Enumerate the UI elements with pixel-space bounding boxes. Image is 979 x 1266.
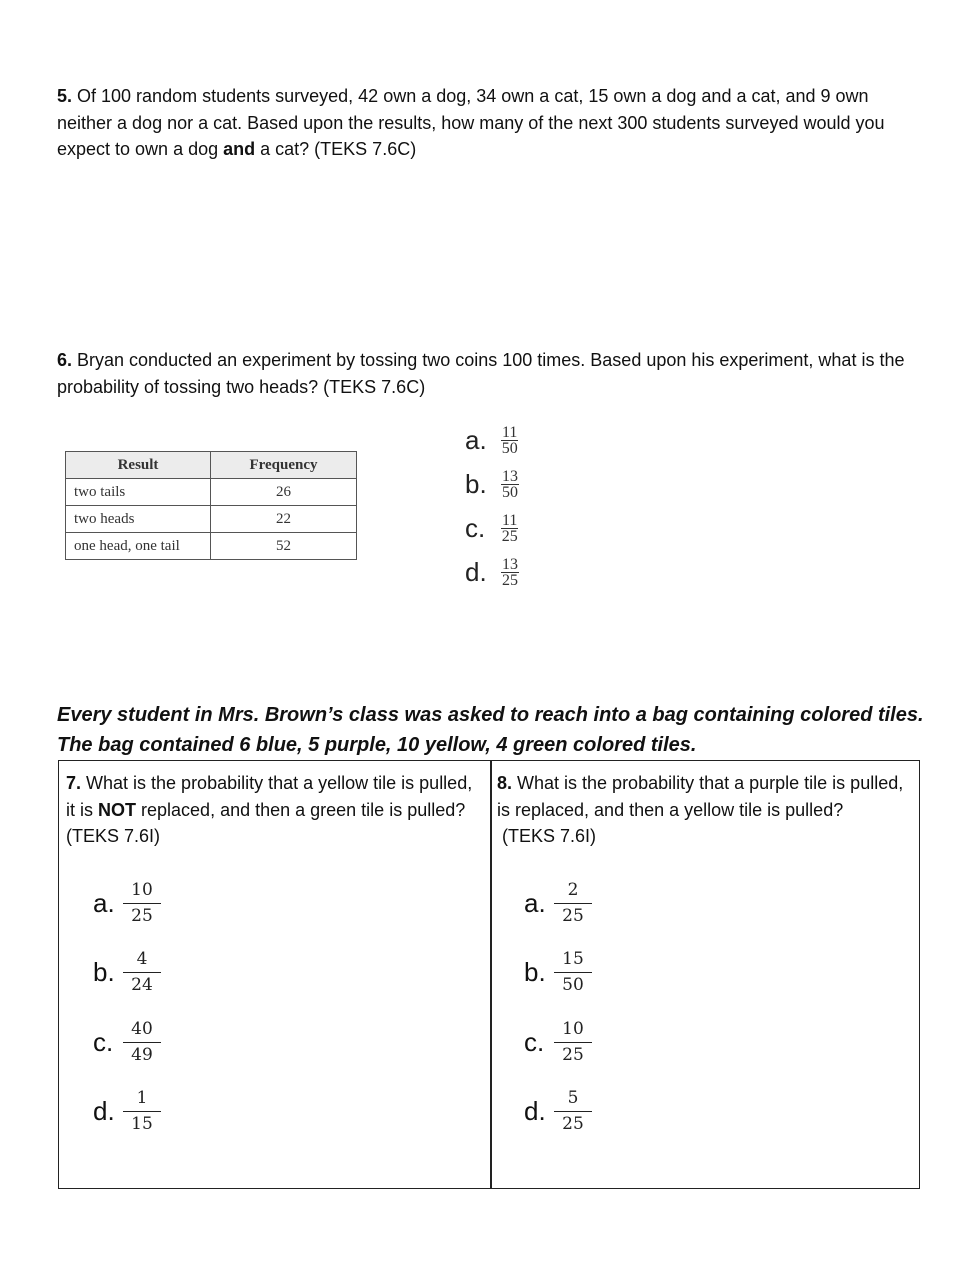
fraction	[123, 1017, 161, 1068]
question-number: 6.	[57, 350, 73, 370]
question-text: What is the probability that a yellow tile is pulled, it is	[66, 773, 473, 820]
intro-line-1: Every student in Mrs. Brown’s class was asked to reach into a bag containing colored tiles.	[57, 704, 924, 726]
question-6	[57, 347, 937, 400]
table-cell: two tails	[66, 479, 211, 506]
question-number: 8.	[497, 773, 513, 793]
numerator: 11	[502, 512, 518, 529]
numerator: 11	[502, 424, 518, 441]
question-text-end: replaced, and then a green tile is pulled? (TEKS 7.6I)	[66, 799, 466, 846]
q7-choice-a[interactable]	[93, 878, 161, 929]
denominator: 25	[562, 1045, 584, 1065]
fraction	[501, 469, 519, 500]
questions-7-8-box	[58, 760, 920, 1189]
table-row	[66, 506, 357, 533]
q7-choice-b[interactable]	[93, 947, 161, 998]
numerator: 1	[123, 1086, 161, 1112]
choice-letter: d.	[465, 557, 487, 587]
denominator: 24	[131, 975, 153, 995]
table-cell: one head, one tail	[66, 533, 211, 560]
denominator: 50	[502, 484, 518, 501]
q8-choice-a[interactable]	[524, 878, 592, 929]
denominator: 15	[131, 1114, 153, 1134]
fraction	[501, 513, 518, 544]
fraction	[501, 425, 518, 456]
q7-choice-d[interactable]	[93, 1086, 161, 1137]
choice-letter: b.	[524, 957, 546, 987]
choice-letter: d.	[93, 1096, 115, 1126]
denominator: 50	[562, 975, 584, 995]
numerator: 2	[554, 878, 592, 904]
denominator: 25	[501, 528, 518, 545]
question-text: Bryan conducted an experiment by tossing two coins 100 times. Based upon his experiment, what is the probability of tossing two heads? (TEKS 7.6C)	[57, 350, 905, 397]
intro-line-2: The bag contained 6 blue, 5 purple, 10 yellow, 4 green colored tiles.	[57, 734, 697, 756]
fraction	[501, 557, 519, 588]
choice-letter: a.	[524, 888, 546, 918]
question-number: 5.	[57, 86, 73, 106]
scenario-intro	[57, 700, 957, 760]
numerator: 13	[502, 468, 518, 485]
emphasis-word: NOT	[98, 799, 137, 820]
table-cell: 26	[211, 479, 357, 506]
choice-letter: b.	[465, 469, 487, 499]
table-cell: 52	[211, 533, 357, 560]
question-text-end: a cat? (TEKS 7.6C)	[255, 139, 417, 159]
q8-choice-b[interactable]	[524, 947, 592, 998]
fraction	[554, 947, 592, 998]
choice-letter: c.	[465, 513, 486, 543]
denominator: 25	[502, 572, 518, 589]
frequency-table	[65, 451, 357, 560]
denominator: 25	[131, 906, 153, 926]
table-cell: two heads	[66, 506, 211, 533]
numerator: 13	[502, 556, 518, 573]
question-text: Of 100 random students surveyed, 42 own a dog, 34 own a cat, 15 own a dog and a cat, and 9 own neither a dog nor a cat. Based upon the results, how many of the next 300 students surveyed would you expect to own a dog	[57, 86, 885, 159]
numerator: 10	[554, 1017, 592, 1043]
numerator: 4	[123, 947, 161, 973]
choice-letter: a.	[93, 888, 115, 918]
fraction	[123, 1086, 161, 1137]
table-row	[66, 479, 357, 506]
column-header: Result	[66, 452, 211, 479]
numerator: 10	[123, 878, 161, 904]
question-7	[66, 770, 484, 850]
fraction	[123, 878, 161, 929]
choice-letter: c.	[524, 1027, 545, 1057]
numerator: 5	[554, 1086, 592, 1112]
choice-letter: c.	[93, 1027, 114, 1057]
fraction	[554, 1086, 592, 1137]
answer-choice-c[interactable]	[465, 513, 518, 544]
q7-choice-c[interactable]	[93, 1017, 161, 1068]
table-cell: 22	[211, 506, 357, 533]
question-8	[497, 770, 915, 850]
q8-choice-d[interactable]	[524, 1086, 592, 1137]
denominator: 25	[562, 906, 584, 926]
teks-label: (TEKS 7.6I)	[502, 826, 597, 846]
choice-letter: a.	[465, 425, 487, 455]
column-divider	[490, 761, 492, 1188]
choice-letter: b.	[93, 957, 115, 987]
numerator: 40	[123, 1017, 161, 1043]
column-header: Frequency	[211, 452, 357, 479]
denominator: 49	[131, 1045, 153, 1065]
answer-choice-b[interactable]	[465, 469, 519, 500]
choice-letter: d.	[524, 1096, 546, 1126]
fraction	[554, 1017, 592, 1068]
answer-choice-a[interactable]	[465, 425, 518, 456]
question-text: What is the probability that a purple tile is pulled, is replaced, and then a yellow tile is pulled?	[497, 773, 904, 820]
denominator: 25	[562, 1114, 584, 1134]
denominator: 50	[501, 440, 518, 457]
question-number: 7.	[66, 773, 82, 793]
question-5	[57, 83, 927, 163]
numerator: 15	[554, 947, 592, 973]
table-header-row	[66, 452, 357, 479]
q8-choice-c[interactable]	[524, 1017, 592, 1068]
fraction	[123, 947, 161, 998]
emphasis-word: and	[223, 139, 256, 159]
table-row	[66, 533, 357, 560]
answer-choice-d[interactable]	[465, 557, 519, 588]
fraction	[554, 878, 592, 929]
